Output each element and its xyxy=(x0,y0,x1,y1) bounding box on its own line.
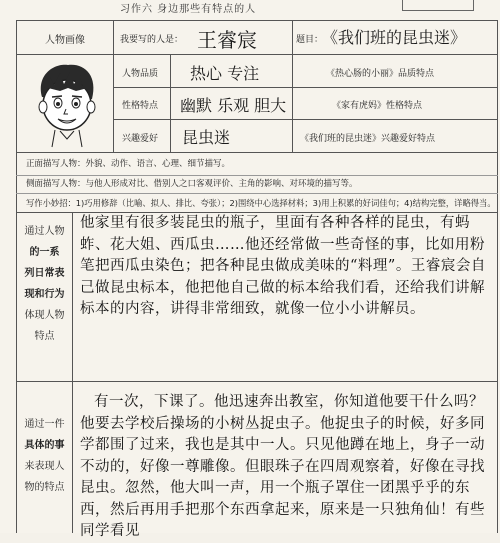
hobby-label: 兴趣爱好 xyxy=(122,134,159,144)
page-title: 习作六 身边那些有特点的人 xyxy=(120,4,257,15)
middle-divider xyxy=(292,20,293,152)
section1-side-line-4: 现和行为 xyxy=(24,289,65,300)
section1-side-line-5: 体现人物 xyxy=(24,310,65,321)
section2-side-line-2: 具体的事 xyxy=(24,440,65,451)
personality-example: 《家有虎妈》性格特点 xyxy=(332,101,423,111)
quality-label: 人物品质 xyxy=(122,69,159,79)
row-divider-4 xyxy=(16,152,498,153)
section2-side-label xyxy=(17,414,72,498)
section1-side-line-3: 列日常表 xyxy=(24,268,65,279)
personality-value: 幽默 乐观 胆大 xyxy=(180,96,287,115)
note-divider-1 xyxy=(16,175,498,176)
note-tips: 写作小妙招：1)巧用修辞（比喻、拟人、排比、夸张）；2)围绕中心选择材料；3)用上积累的好词佳句；4)结构完整，详略得当。 xyxy=(26,198,496,208)
section1-side-line-2: 的一系 xyxy=(29,247,60,258)
hobby-value: 昆虫迷 xyxy=(182,128,231,147)
section1-side-label xyxy=(17,221,72,347)
topic-label: 题目： xyxy=(296,35,324,45)
section2-side-line-3: 来表现人 xyxy=(24,461,65,472)
table-right-border xyxy=(497,20,498,533)
side-column-divider xyxy=(72,212,73,533)
quality-value: 热心 专注 xyxy=(190,64,260,83)
section2-side-line-4: 物的特点 xyxy=(24,482,65,493)
section1-side-line-1: 通过人物 xyxy=(24,226,65,237)
portrait-drawing xyxy=(24,57,110,149)
note-indirect: 侧面描写人物：与他人形成对比、借别人之口客观评价、主角的影响、对环境的描写等。 xyxy=(26,179,358,189)
writer-label: 我要写的人是： xyxy=(120,35,184,45)
section2-essay: 有一次，下课了。他迅速奔出教室，你知道他要干什么吗？他要去学校后操场的小树丛捉虫子。他捉虫子的时候，好多同学都围了过来，我也是其中一人。只见他蹲在地上，身子一动不动的，好像一尊雕像。但眼珠子在四周观察着，好像在寻找昆虫。忽然，他大叫一声，用一个瓶子罩住一团黑乎乎的东西，然后再用手把那个东西拿起来，原来是一只独角仙！有些同学看见 xyxy=(80,394,485,539)
topic-value: 《我们班的昆虫迷》 xyxy=(322,28,467,47)
hobby-example: 《我们班的昆虫迷》兴趣爱好特点 xyxy=(300,134,436,144)
note-direct: 正面描写人物：外貌、动作、语言、心理、细节描写。 xyxy=(26,159,231,169)
portrait-divider xyxy=(113,20,114,152)
note-divider-2 xyxy=(16,193,498,194)
section1-essay: 他家里有很多装昆虫的瓶子，里面有各种各样的昆虫，有蚂蚱、花大姐、西瓜虫……他还经常做一些奇怪的事，比如用粉笔把西瓜虫染色；把各种昆虫做成美味的“料理”。王睿宸会自己做昆虫标本，他把他自己做的标本给我们看，还给我们讲解标本的内容，讲得非常细致，就像一位小小讲解员。 xyxy=(80,215,486,317)
row-divider-1 xyxy=(16,54,498,55)
quality-example: 《热心肠的小丽》品质特点 xyxy=(326,69,435,79)
personality-label: 性格特点 xyxy=(122,101,159,111)
corner-box xyxy=(402,0,474,11)
label-divider xyxy=(170,54,171,152)
table-top-border xyxy=(16,20,498,21)
portrait-label: 人物画像 xyxy=(45,35,85,46)
section1-side-line-6: 特点 xyxy=(34,331,55,342)
section2-side-line-1: 通过一件 xyxy=(24,419,65,430)
writer-name: 王睿宸 xyxy=(197,28,257,52)
section-divider xyxy=(16,381,498,382)
